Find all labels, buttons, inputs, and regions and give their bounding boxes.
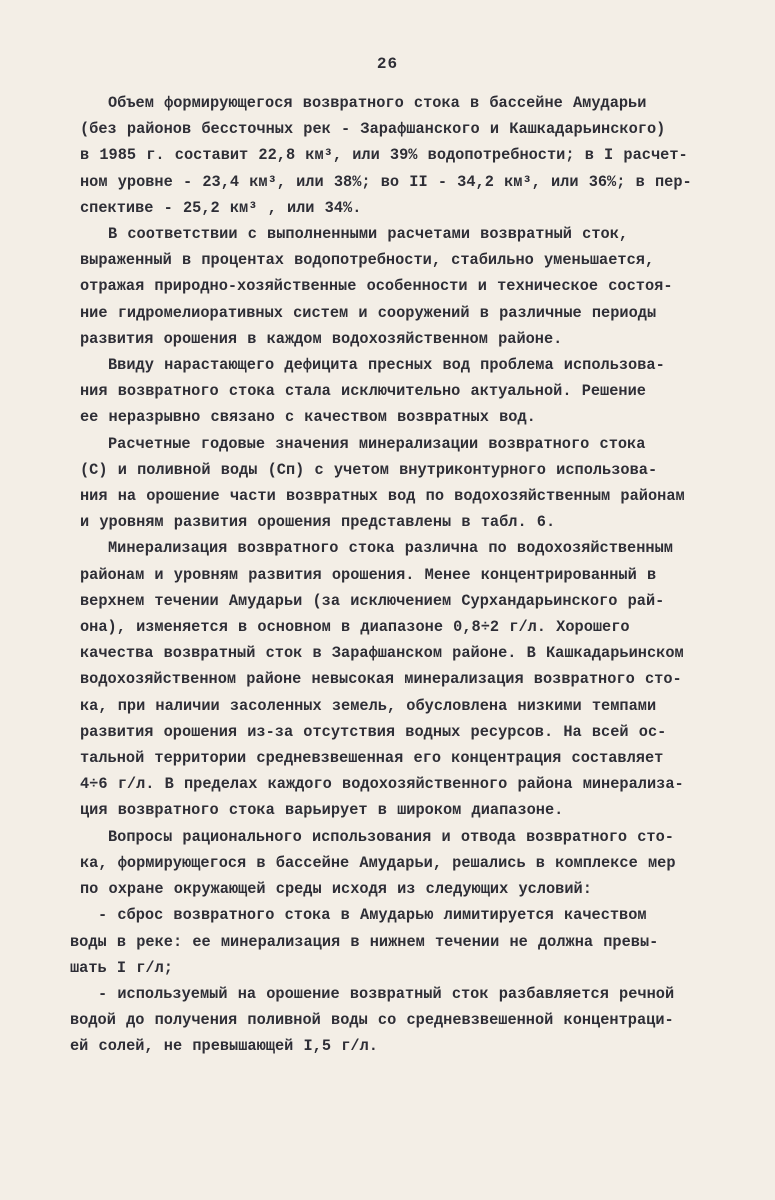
text-line: Минерализация возвратного стока различна по водохозяйственным — [108, 539, 673, 558]
paragraph-rational-use — [50, 824, 740, 903]
text-line: воды в реке: ее минерализация в нижнем течении не должна превы- — [70, 932, 659, 951]
paragraph-mineralization-regions — [50, 535, 740, 823]
text-line: отражая природно-хозяйственные особенности и техническое состоя- — [80, 277, 673, 296]
text-line: шать I г/л; — [70, 958, 173, 977]
text-line: районам и уровням развития орошения. Менее концентрированный в — [80, 565, 657, 584]
text-line: (без районов бессточных рек - Зарафшанского и Кашкадарьинского) — [80, 120, 666, 139]
text-line: она), изменяется в основном в диапазоне 0,8÷2 г/л. Хорошего — [80, 618, 630, 637]
paragraph-mineralization-values — [50, 431, 740, 536]
text-line: тальной территории средневзвешенная его концентрация составляет — [80, 749, 664, 768]
text-line: ка, формирующегося в бассейне Амударьи, решались в комплексе мер — [80, 853, 676, 872]
text-line: и уровням развития орошения представлены в табл. 6. — [80, 513, 556, 532]
paragraph-freshwater-deficit — [50, 352, 740, 431]
text-line: ном уровне - 23,4 км³, или 38%; во II - 34,2 км³, или 36%; в пер- — [80, 172, 692, 191]
text-line: качества возвратный сток в Зарафшанском районе. В Кашкадарьинском — [80, 644, 684, 663]
text-line: 4÷6 г/л. В пределах каждого водохозяйственного района минерализа- — [80, 775, 684, 794]
text-line: выраженный в процентах водопотребности, стабильно уменьшается, — [80, 251, 655, 270]
text-line: ния на орошение части возвратных вод по водохозяйственным районам — [80, 487, 685, 506]
text-line: - сброс возвратного стока в Амударью лимитируется качеством — [98, 906, 647, 925]
text-line: ния возвратного стока стала исключительно актуальной. Решение — [80, 382, 646, 401]
text-line: Ввиду нарастающего дефицита пресных вод проблема использова- — [108, 356, 665, 375]
text-line: - используемый на орошение возвратный сток разбавляется речной — [98, 984, 675, 1003]
text-line: ее неразрывно связано с качеством возвратных вод. — [80, 408, 536, 427]
text-line: (С) и поливной воды (Сп) с учетом внутриконтурного использова- — [80, 460, 658, 479]
text-line: водой до получения поливной воды со средневзвешенной концентраци- — [70, 1011, 674, 1030]
text-line: Расчетные годовые значения минерализации возвратного стока — [108, 434, 646, 453]
paragraph-return-flow-volume — [50, 90, 740, 221]
condition-item — [50, 902, 740, 981]
text-line: развития орошения в каждом водохозяйственном районе. — [80, 329, 563, 348]
body-text — [50, 90, 740, 1060]
text-line: ние гидромелиоративных систем и сооружений в различные периоды — [80, 303, 657, 322]
text-line: В соответствии с выполненными расчетами возвратный сток, — [108, 225, 629, 244]
text-line: ка, при наличии засоленных земель, обусловлена низкими темпами — [80, 696, 657, 715]
text-line: в 1985 г. составит 22,8 км³, или 39% водопотребности; в I расчет- — [80, 146, 688, 165]
text-line: ция возвратного стока варьирует в широком диапазоне. — [80, 801, 564, 820]
text-line: Объем формирующегося возвратного стока в бассейне Амударьи — [108, 94, 647, 112]
text-line: водохозяйственном районе невысокая минерализация возвратного сто- — [80, 670, 682, 689]
condition-item — [50, 981, 740, 1060]
paragraph-calculations — [50, 221, 740, 352]
text-line: по охране окружающей среды исходя из следующих условий: — [80, 880, 592, 899]
text-line: Вопросы рационального использования и отвода возвратного сто- — [108, 827, 674, 846]
text-line: верхнем течении Амударьи (за исключением Сурхандарьинского рай- — [80, 591, 665, 610]
text-line: ей солей, не превышающей I,5 г/л. — [70, 1037, 378, 1056]
text-line: развития орошения из-за отсутствия водных ресурсов. На всей ос- — [80, 722, 667, 741]
text-line: спективе - 25,2 км³ , или 34%. — [80, 198, 362, 217]
page-number: 26 — [376, 55, 399, 73]
